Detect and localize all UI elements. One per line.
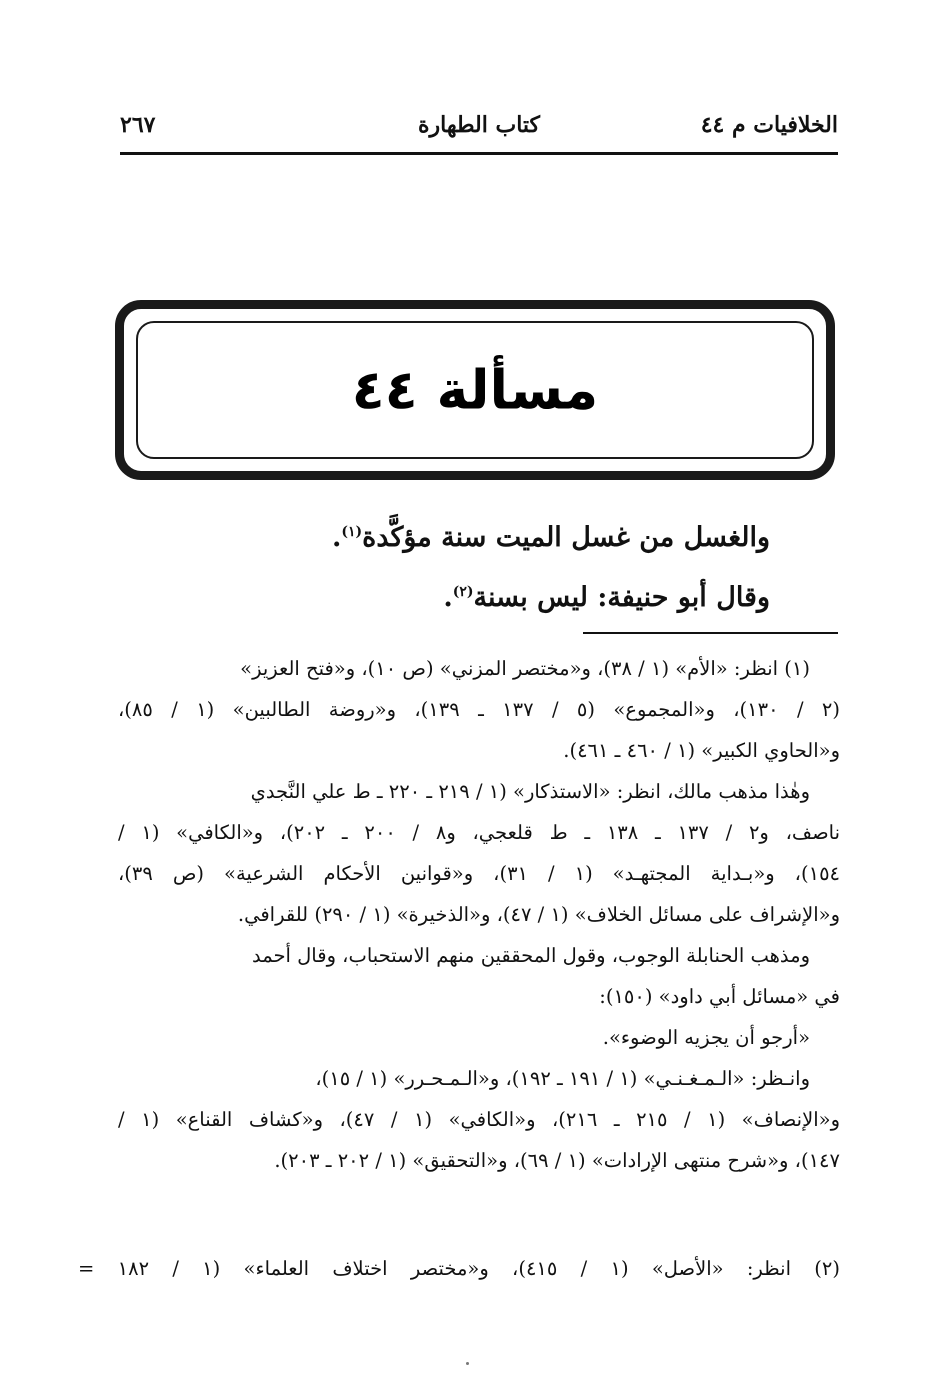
running-header <box>120 110 838 144</box>
footnote-line: و«الإنصاف» (١ / ٢١٥ ـ ٢١٦)، و«الكافي» (١ / ٤٧)، و«كشاف القناع» (١ / <box>118 1108 840 1131</box>
main-statement-2 <box>120 578 770 618</box>
footnote-line: «أرجو أن يجزيه الوضوء». <box>602 1026 810 1049</box>
footnote-line: ناصف، و٢ / ١٣٧ ـ ١٣٨ ـ ط قلعجي، و٨ / ٢٠٠ ـ ٢٠٢)، و«الكافي» (١ / <box>118 821 840 844</box>
issue-title: مسألة ٤٤ <box>351 358 599 422</box>
footnote-line: ١٤٧)، و«شرح منتهى الإرادات» (١ / ٦٩)، و«التحقيق» (١ / ٢٠٢ ـ ٢٠٣). <box>274 1149 840 1172</box>
footnote-divider <box>583 632 838 634</box>
page-speck <box>466 1362 469 1365</box>
footnote-line: وهٰذا مذهب مالك، انظر: «الاستذكار» (١ / ٢١٩ ـ ٢٢٠ ـ ط علي النَّجدي <box>250 780 810 803</box>
footnote-ref-1: (١) <box>341 524 363 540</box>
footnote-line: و«الإشراف على مسائل الخلاف» (١ / ٤٧)، و«الذخيرة» (١ / ٢٩٠) للقرافي. <box>237 903 840 926</box>
footnote-line: (١) انظر: «الأم» (١ / ٣٨)، و«مختصر المزني» (ص ١٠)، و«فتح العزيز» <box>240 657 810 680</box>
title-frame-inner <box>136 321 814 459</box>
statement-2-text: وقال أبو حنيفة: ليس بسنة <box>473 582 770 613</box>
statement-1-end: . <box>331 522 342 553</box>
header-book-title: الخلافيات م ٤٤ <box>700 112 838 138</box>
footnote-line: و«الحاوي الكبير» (١ / ٤٦٠ ـ ٤٦١). <box>563 739 840 762</box>
footnote-line: ١٥٤)، و«بـداية المجتهـد» (١ / ٣١)، و«قوانين الأحكام الشرعية» (ص ٣٩)، <box>118 862 840 885</box>
title-frame <box>115 300 835 480</box>
footnote-ref-2: (٢) <box>452 584 474 600</box>
statement-2-end: . <box>443 582 453 613</box>
footnote-line: ومذهب الحنابلة الوجوب، وقول المحققين منهم الاستحباب، وقال أحمد <box>251 944 810 967</box>
footnotes <box>118 648 840 1181</box>
footnote-2: (٢) انظر: «الأصل» (١ / ٤١٥)، و«مختصر اختلاف العلماء» (١ / ١٨٢ = <box>78 1257 840 1280</box>
footnote-line: في «مسائل أبي داود» (١٥٠): <box>599 985 840 1008</box>
page-number: ٢٦٧ <box>120 112 156 138</box>
main-statement-1 <box>120 518 770 558</box>
footnote-line: وانـظر: «الـمـغـنـي» (١ / ١٩١ ـ ١٩٢)، و«الـمـحـرر» (١ / ١٥)، <box>315 1067 810 1090</box>
statement-1-text: والغسل من غسل الميت سنة مؤكَّدة <box>362 522 770 553</box>
header-chapter-title: كتاب الطهارة <box>417 112 541 138</box>
header-divider <box>120 152 838 155</box>
footnote-line: (٢ / ١٣٠)، و«المجموع» (٥ / ١٣٧ ـ ١٣٩)، و«روضة الطالبين» (١ / ٨٥)، <box>118 698 840 721</box>
